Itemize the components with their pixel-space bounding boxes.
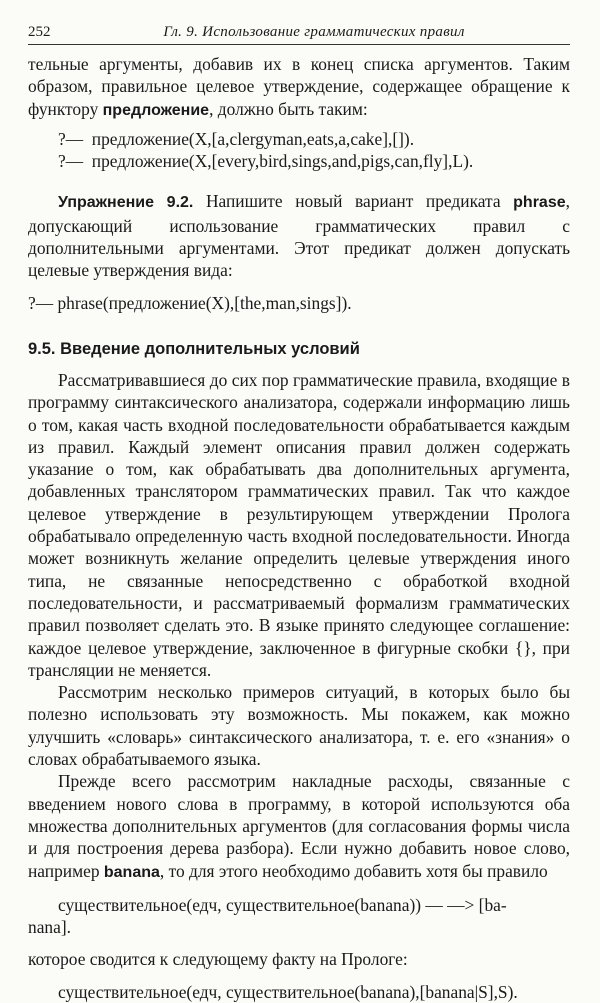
- rule-line-2: nana].: [28, 917, 71, 938]
- exercise-text-2: , допускающий использование грамматических правил с дополнительными аргументами. Этот предикат должен допускать целевые утверждения вида:: [28, 191, 570, 281]
- exercise-title: Упражнение 9.2.: [58, 194, 194, 212]
- goal-examples: [28, 128, 570, 173]
- after-rule-text: которое сводится к следующему факту на Прологе:: [28, 949, 408, 970]
- grammar-rule: [28, 894, 570, 939]
- paragraph-3-text-2: , то для этого необходимо добавить хотя бы правило: [159, 860, 548, 881]
- page-header: [28, 24, 570, 45]
- paragraph-3-bold-term: banana: [103, 863, 160, 881]
- page-number: 252: [28, 24, 51, 40]
- intro-paragraph: [28, 53, 570, 122]
- code-line-2: ?— предложение(X,[every,bird,sings,and,pigs,can,fly],L).: [58, 151, 474, 172]
- query-line: ?— phrase(предложение(X),[the,man,sings]).: [28, 292, 352, 313]
- code-line-1: ?— предложение(X,[a,clergyman,eats,a,cake],[]).: [58, 128, 415, 149]
- intro-bold-term: предложение: [102, 101, 210, 119]
- rule-line-1: существительное(едч, существительное(banana)) — —> [ba-: [58, 894, 507, 915]
- section-title: 9.5. Введение дополнительных условий: [28, 339, 360, 358]
- paragraph-2: Рассмотрим несколько примеров ситуаций, в которых было бы полезно использовать эту возможность. Мы покажем, как можно улучшить «словарь» синтаксического анализатора, т. е. его «знания» о словах обрабатываемого языка.: [28, 682, 570, 770]
- prolog-fact: [28, 981, 570, 1003]
- fact-line: существительное(едч, существительное(banana),[banana|S],S).: [58, 981, 518, 1002]
- paragraph-3-text-1: Прежде всего рассмотрим накладные расходы, связанные с введением нового слова в программу, в которой используются оба множества дополнительных аргументов (для согласования формы числа и для построения дерева разбора). Если нужно добавить новое слово, например: [28, 771, 570, 881]
- exercise-paragraph: [28, 190, 570, 281]
- paragraph-3: [28, 770, 570, 883]
- exercise-text-1: Напишите новый вариант предиката: [193, 191, 514, 212]
- intro-text-1: тельные аргументы, добавив их в конец списка аргументов. Таким образом, правильное целевое утверждение, содержащее обращение к функтору: [28, 54, 570, 119]
- exercise-bold-term: phrase: [513, 194, 566, 212]
- intro-text-2: , должно быть таким:: [209, 98, 368, 119]
- running-head: Гл. 9. Использование грамматических правил: [163, 24, 465, 40]
- paragraph-1: Рассматривавшиеся до сих пор грамматические правила, входящие в программу синтаксического анализатора, содержали информацию лишь о том, какая часть входной последовательности обрабатывается каждым из правил. Каждый элемент описания правил должен содержать указание о том, как обрабатывать два дополнительных аргумента, добавленных транслятором грамматических правил. Так что каждое целевое утверждение в результирующем утверждении Пролога обрабатывало определенную часть входной последовательности. Иногда может возникнуть желание определить целевые утверждения иного типа, не связанные непосредственно с обработкой входной последовательности, и рассматриваемый формализм грамматических правил позволяет сделать это. В языке принято следующее соглашение: каждое целевое утверждение, заключенное в фигурные скобки {}, при трансляции не меняется.: [28, 369, 570, 680]
